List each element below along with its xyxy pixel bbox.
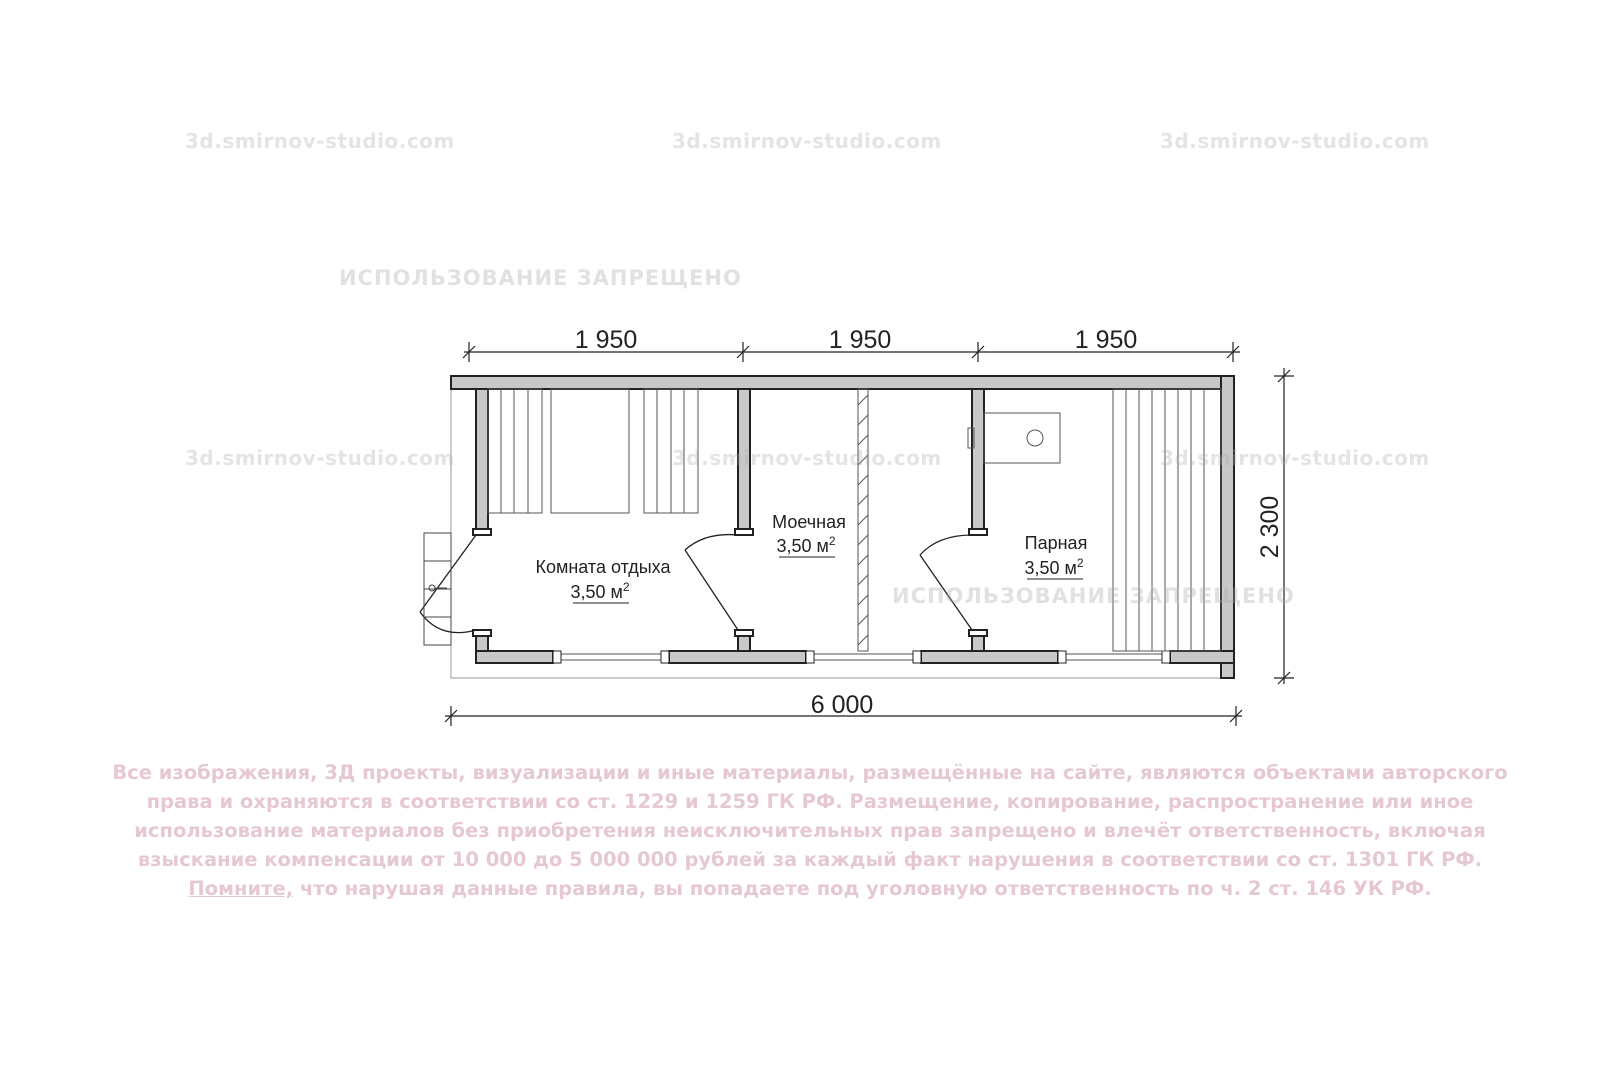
- watermark-site: 3d.smirnov-studio.com: [1160, 446, 1430, 470]
- washroom-door-leaf: [685, 550, 738, 630]
- entrance-door-arc: [420, 612, 476, 633]
- dim-top-3: 1 950: [1074, 326, 1138, 354]
- watermark-forbidden: ИСПОЛЬЗОВАНИЕ ЗАПРЕЩЕНО: [339, 266, 742, 290]
- steam-shelves: [1113, 389, 1221, 651]
- copyright-line: права и охраняются в соответствии со ст. 1229 и 1259 ГК РФ. Размещение, копирование, распространение или иное: [146, 790, 1474, 813]
- dimension-lines: [445, 342, 1294, 726]
- wall-bottom-2: [669, 651, 806, 663]
- dim-overall-depth: 2 300: [1256, 495, 1284, 559]
- dim-overall-width: 6 000: [810, 691, 874, 719]
- room-label-steam: [1024, 533, 1087, 579]
- wall-bottom-1: [476, 651, 553, 663]
- room-area: 3,50 $м^2$: [570, 580, 630, 602]
- bench-left: [488, 389, 542, 513]
- copyright-line-rest: что нарушая данные правила, вы попадаете под уголовную ответственность по ч. 2 ст. 146 УК РФ.: [293, 877, 1432, 900]
- window-3: [1058, 651, 1170, 663]
- washroom-drain: [858, 389, 868, 651]
- doors: [420, 535, 972, 633]
- copyright-notice: [100, 758, 1520, 903]
- partition-2-upper: [972, 389, 984, 531]
- wall-right: [1221, 376, 1234, 678]
- room-label-rest: [536, 557, 672, 603]
- steam-door-arc: [920, 535, 972, 555]
- table: [551, 389, 629, 513]
- room-name: Комната отдыха: [535, 557, 671, 577]
- window-2: [806, 651, 921, 663]
- watermark-site: 3d.smirnov-studio.com: [672, 129, 942, 153]
- copyright-line: [100, 874, 1520, 903]
- watermark-site: 3d.smirnov-studio.com: [672, 446, 942, 470]
- rest-room-furniture: [488, 389, 698, 513]
- entrance-door-leaf: [420, 535, 476, 612]
- copyright-line: взыскание компенсации от 10 000 до 5 000 000 рублей за каждый факт нарушения в соответствии со ст. 1301 ГК РФ.: [137, 848, 1483, 871]
- dim-top-1: 1 950: [574, 326, 638, 354]
- wall-bottom-4: [1170, 651, 1234, 663]
- room-area: 3,50 $м^2$: [776, 534, 836, 556]
- copyright-line: Все изображения, 3Д проекты, визуализации и иные материалы, размещённые на сайте, являются объектами авторского: [112, 761, 1508, 784]
- remember-link[interactable]: Помните,: [188, 877, 294, 900]
- dim-top-2: 1 950: [828, 326, 892, 354]
- foundation-outline: [451, 388, 1234, 678]
- watermark-site: 3d.smirnov-studio.com: [185, 446, 455, 470]
- wall-left-upper: [476, 389, 488, 531]
- windows: [553, 651, 1170, 663]
- room-name: Моечная: [772, 512, 846, 532]
- room-area: 3,50 $м^2$: [1024, 556, 1084, 578]
- room-name: Парная: [1024, 533, 1088, 553]
- door-jambs: [473, 529, 987, 636]
- washroom-door-arc: [685, 535, 738, 550]
- wall-top: [451, 376, 1234, 389]
- window-1: [553, 651, 669, 663]
- room-label-washroom: [772, 512, 846, 557]
- watermark-site: 3d.smirnov-studio.com: [185, 129, 455, 153]
- watermark-forbidden: ИСПОЛЬЗОВАНИЕ ЗАПРЕЩЕНО: [892, 584, 1295, 608]
- watermark-site: 3d.smirnov-studio.com: [1160, 129, 1430, 153]
- steam-room-furniture: [968, 389, 1221, 651]
- wall-bottom-3: [921, 651, 1058, 663]
- copyright-line: использование материалов без приобретения неисключительных прав запрещено и влечёт ответственность, включая: [134, 819, 1486, 842]
